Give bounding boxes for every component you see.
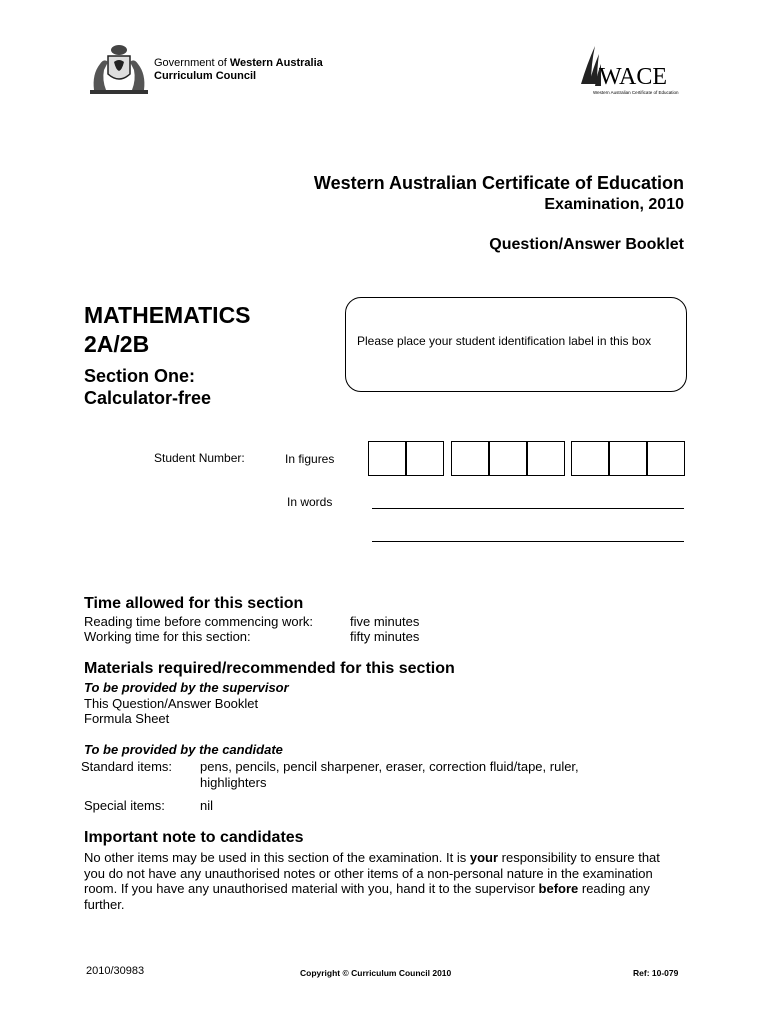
gov-prefix: Government of	[154, 57, 230, 69]
document-code: 2010/30983	[86, 965, 145, 977]
candidate-heading: To be provided by the candidate	[84, 742, 283, 757]
reading-time-value: five minutes	[350, 614, 420, 629]
note-body	[84, 850, 684, 912]
working-time-label: Working time for this section:	[84, 629, 251, 644]
coat-of-arms-icon	[86, 42, 152, 98]
digit-box[interactable]	[571, 441, 609, 476]
in-figures-label: In figures	[285, 452, 335, 466]
government-title	[154, 57, 323, 83]
subject-name: MATHEMATICS	[84, 302, 251, 328]
copyright: Copyright © Curriculum Council 2010	[300, 968, 452, 978]
standard-items-value-cont: highlighters	[200, 775, 267, 790]
reading-time-label: Reading time before commencing work:	[84, 614, 314, 629]
booklet-type: Question/Answer Booklet	[489, 236, 684, 253]
digit-box[interactable]	[527, 441, 565, 476]
gov-council: Curriculum Council	[154, 70, 257, 82]
in-words-label: In words	[287, 495, 333, 509]
materials-heading: Materials required/recommended for this section	[84, 660, 455, 677]
gov-state: Western Australia	[229, 57, 323, 69]
wace-logo	[577, 44, 689, 100]
exam-year: Examination, 2010	[544, 196, 684, 213]
note-emphasis-your: your	[469, 850, 499, 865]
wace-wordmark: WACE	[599, 64, 667, 90]
special-items-value: nil	[200, 798, 214, 813]
supervisor-heading: To be provided by the supervisor	[84, 680, 289, 695]
section-number: Section One:	[84, 366, 196, 386]
student-number-label: Student Number:	[154, 451, 245, 465]
note-heading: Important note to candidates	[84, 829, 304, 846]
supervisor-item-booklet: This Question/Answer Booklet	[84, 696, 259, 711]
note-text-1: No other items may be used in this section of the examination. It is	[84, 850, 470, 865]
time-heading: Time allowed for this section	[84, 595, 304, 612]
subject-code: 2A/2B	[84, 331, 150, 357]
note-text-3: reading any further.	[84, 881, 650, 912]
digit-box[interactable]	[406, 441, 444, 476]
in-words-line-2[interactable]	[372, 541, 684, 542]
digit-box[interactable]	[609, 441, 647, 476]
section-name: Calculator-free	[84, 388, 212, 408]
wace-subtext: Western Australian Certificate of Education	[593, 90, 679, 95]
note-emphasis-before: before	[538, 881, 579, 896]
reference-number: Ref: 10-079	[633, 968, 679, 978]
digit-box[interactable]	[489, 441, 527, 476]
working-time-value: fifty minutes	[350, 629, 420, 644]
special-items-label: Special items:	[84, 798, 165, 813]
standard-items-label: Standard items:	[81, 759, 173, 774]
exam-title: Western Australian Certificate of Education	[313, 173, 684, 193]
digit-box[interactable]	[647, 441, 685, 476]
digit-box[interactable]	[451, 441, 489, 476]
note-text-2: responsibility to ensure that you do not have any unauthorised notes or other items of a non-personal nature in the examination room. If you have any unauthorised material with you, hand it to the supervisor	[84, 850, 660, 896]
standard-items-value: pens, pencils, pencil sharpener, eraser, correction fluid/tape, ruler,	[200, 759, 579, 774]
id-box-instruction: Please place your student identification label in this box	[357, 334, 652, 348]
digit-box[interactable]	[368, 441, 406, 476]
supervisor-item-formula-sheet: Formula Sheet	[84, 711, 170, 726]
in-words-line-1[interactable]	[372, 508, 684, 509]
